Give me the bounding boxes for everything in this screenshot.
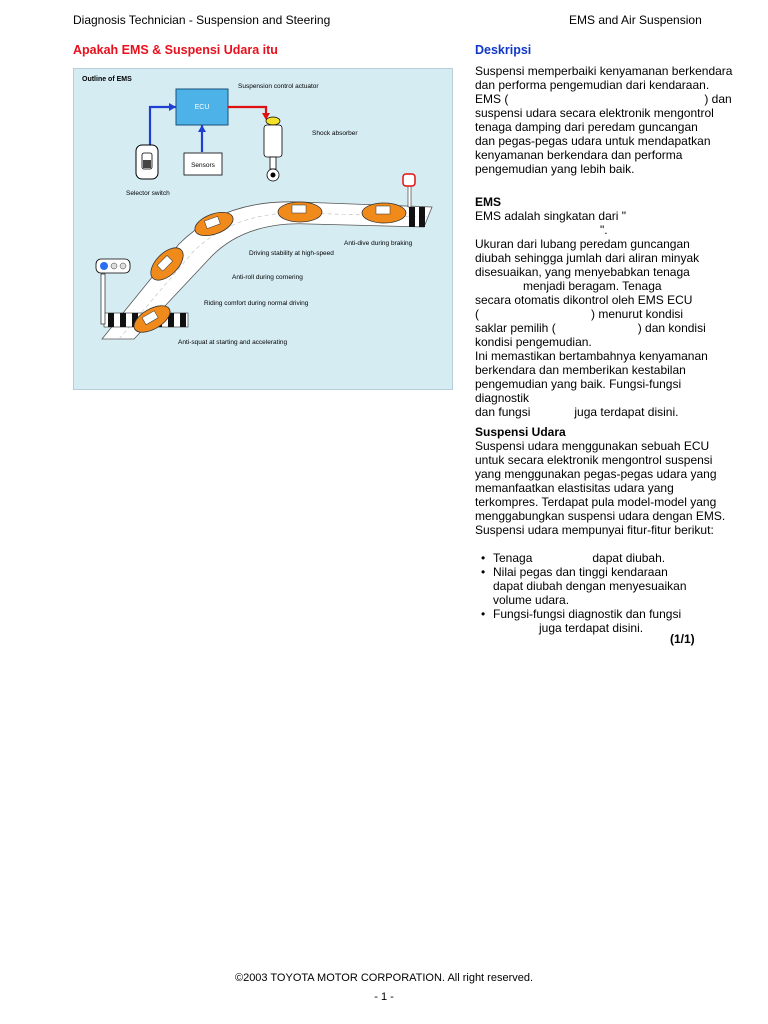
text-line: Suspensi udara mempunyai fitur-fitur berikut: [475, 523, 714, 537]
text-fragment: juga terdapat disini. [574, 405, 679, 419]
text-fragment: ( [475, 307, 479, 321]
text-line [475, 405, 735, 419]
text-line: EMS adalah singkatan dari " [475, 209, 627, 223]
list-item [475, 551, 735, 565]
sensors-label: Sensors [191, 162, 215, 169]
text-fragment: ) dan [704, 92, 732, 106]
selector-switch-label: Selector switch [126, 190, 170, 197]
text-line [475, 307, 735, 321]
feature-list [475, 551, 735, 635]
text-line: tenaga damping dari peredam guncangan [475, 120, 698, 134]
text-fragment: saklar pemilih ( [475, 321, 556, 335]
shock-absorber-icon [264, 117, 282, 181]
text-line: dapat diubah dengan menyesuaikan [493, 579, 687, 593]
anti-squat-label: Anti-squat at starting and accelerating [178, 339, 288, 346]
selector-switch-icon [136, 145, 158, 179]
ecu-to-actuator-line [228, 107, 266, 114]
description-title: Deskripsi [475, 43, 532, 57]
text-fragment: ) dan kondisi [637, 321, 706, 335]
text-line: disesuaikan, yang menyebabkan tenaga [475, 265, 690, 279]
text-line: Ukuran dari lubang peredam guncangan [475, 237, 690, 251]
anti-roll-label: Anti-roll during cornering [232, 274, 303, 281]
list-item [475, 607, 735, 635]
stability-label: Driving stability at high-speed [249, 250, 334, 257]
copyright: ©2003 TOYOTA MOTOR CORPORATION. All right reserved. [234, 972, 534, 984]
text-fragment: dapat diubah. [592, 551, 666, 565]
text-line: pengemudian yang lebih baik. [475, 162, 635, 176]
section-title: Apakah EMS & Suspensi Udara itu [73, 43, 278, 57]
text-line: • Fungsi-fungsi diagnostik dan fungsi [493, 607, 682, 621]
stop-sign-icon [403, 174, 415, 207]
text-line: volume udara. [493, 593, 570, 607]
air-suspension-heading: Suspensi Udara [475, 425, 566, 439]
text-line: yang menggunakan pegas-pegas udara yang [475, 467, 717, 481]
page-ref: (1/1) [670, 632, 695, 646]
text-line: dan performa pengemudian dari kendaraan. [475, 78, 710, 92]
shock-absorber-label: Shock absorber [312, 130, 358, 137]
text-fragment: EMS ( [475, 92, 509, 106]
text-line: Ini memastikan bertambahnya kenyamanan [475, 349, 708, 363]
text-line: terkompres. Terdapat pula model-model yang [475, 495, 717, 509]
text-line: memanfaatkan elastisitas udara yang [475, 481, 674, 495]
text-line: suspensi udara secara elektronik mengontrol [475, 106, 714, 120]
text-line: kenyamanan berkendara dan performa [475, 148, 683, 162]
ems-outline-figure [73, 68, 453, 390]
text-line: diubah sehingga jumlah dari aliran minyak [475, 251, 700, 265]
spacer [475, 537, 735, 551]
text-line: Suspensi memperbaiki kenyamanan berkendara [475, 64, 733, 78]
text-line: kondisi pengemudian. [475, 335, 592, 349]
ecu-to-switch-line [150, 107, 176, 145]
text-line: juga terdapat disini. [539, 621, 644, 635]
air-suspension-section [475, 425, 735, 635]
ems-section [475, 195, 735, 419]
header-left: Diagnosis Technician - Suspension and Steering [73, 13, 331, 27]
sensors-arrow [198, 125, 206, 132]
riding-comfort-label: Riding comfort during normal driving [204, 300, 309, 307]
car-icon [362, 203, 406, 223]
description-block [475, 64, 735, 176]
text-line: dan pegas-pegas udara untuk mendapatkan [475, 134, 711, 148]
figure-outline-label: Outline of EMS [82, 76, 132, 83]
actuator-label: Suspension control actuator [238, 83, 319, 90]
text-line: menjadi beragam. Tenaga [523, 279, 662, 293]
ecu-label: ECU [194, 104, 210, 111]
text-line: untuk secara elektronik mengontrol suspensi [475, 453, 713, 467]
ems-heading: EMS [475, 195, 502, 209]
text-line: secara otomatis dikontrol oleh EMS ECU [475, 293, 693, 307]
list-item [475, 565, 735, 607]
ems-diagram [74, 69, 452, 389]
text-line [475, 92, 735, 106]
text-fragment: ) menurut kondisi [591, 307, 684, 321]
text-fragment: dan fungsi [475, 405, 531, 419]
text-line [475, 321, 735, 335]
car-icon [278, 202, 322, 222]
text-line: Suspensi udara menggunakan sebuah ECU [475, 439, 710, 453]
text-line: pengemudian yang baik. Fungsi-fungsi diagnostik [475, 377, 682, 405]
text-line: • Nilai pegas dan tinggi kendaraan [493, 565, 668, 579]
ecu-arrow-left [169, 103, 176, 111]
text-line: berkendara dan memberikan kestabilan [475, 363, 686, 377]
header-right: EMS and Air Suspension [569, 13, 702, 27]
text-line: menggabungkan suspensi udara dengan EMS. [475, 509, 726, 523]
page-number: - 1 - [374, 991, 394, 1003]
text-fragment: Tenaga [493, 551, 533, 565]
text-line: ". [600, 223, 608, 237]
anti-dive-label: Anti-dive during braking [344, 240, 413, 247]
